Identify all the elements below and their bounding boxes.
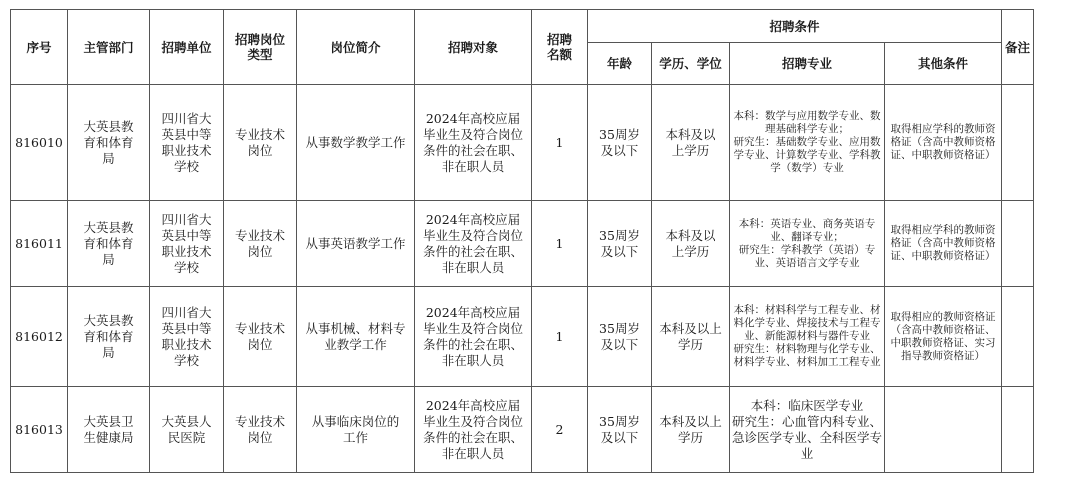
cell-target: 2024年高校应届毕业生及符合岗位条件的社会在职、非在职人员 [415, 201, 532, 287]
header-remark: 备注 [1002, 10, 1034, 85]
header-seq: 序号 [11, 10, 68, 85]
cell-target: 2024年高校应届毕业生及符合岗位条件的社会在职、非在职人员 [415, 387, 532, 473]
table-row [11, 387, 1034, 473]
cell-dept: 大英县教育和体育局 [68, 201, 150, 287]
header-major: 招聘专业 [730, 43, 885, 85]
cell-unit: 大英县人民医院 [150, 387, 224, 473]
cell-age: 35周岁及以下 [588, 85, 652, 201]
cell-other [885, 387, 1002, 473]
cell-post-type: 专业技术岗位 [224, 201, 297, 287]
cell-seq: 816012 [11, 287, 68, 387]
cell-intro: 从事英语教学工作 [297, 201, 415, 287]
cell-post-type: 专业技术岗位 [224, 85, 297, 201]
cell-quota: 1 [532, 287, 588, 387]
header-other: 其他条件 [885, 43, 1002, 85]
cell-dept: 大英县卫生健康局 [68, 387, 150, 473]
table-row [11, 85, 1034, 201]
cell-target: 2024年高校应届毕业生及符合岗位条件的社会在职、非在职人员 [415, 85, 532, 201]
cell-unit: 四川省大英县中等职业技术学校 [150, 85, 224, 201]
recruitment-table [10, 9, 1034, 473]
table-row [11, 201, 1034, 287]
header-quota: 招聘名额 [532, 10, 588, 85]
cell-seq: 816011 [11, 201, 68, 287]
header-row-1 [11, 10, 1034, 43]
cell-major: 本科：数学与应用数学专业、数理基础科学专业； 研究生：基础数学专业、应用数学专业、计算数学专业、学科教学（数学）专业 [730, 85, 885, 201]
header-edu: 学历、学位 [652, 43, 730, 85]
header-intro: 岗位简介 [297, 10, 415, 85]
cell-edu: 本科及以上学历 [652, 85, 730, 201]
header-age: 年龄 [588, 43, 652, 85]
cell-major: 本科：临床医学专业 研究生：心血管内科专业、急诊医学专业、全科医学专业 [730, 387, 885, 473]
cell-remark [1002, 201, 1034, 287]
cell-dept: 大英县教育和体育局 [68, 287, 150, 387]
header-target: 招聘对象 [415, 10, 532, 85]
cell-dept: 大英县教育和体育局 [68, 85, 150, 201]
cell-unit: 四川省大英县中等职业技术学校 [150, 287, 224, 387]
cell-remark [1002, 387, 1034, 473]
header-post-type: 招聘岗位类型 [224, 10, 297, 85]
cell-quota: 2 [532, 387, 588, 473]
cell-quota: 1 [532, 201, 588, 287]
cell-target: 2024年高校应届毕业生及符合岗位条件的社会在职、非在职人员 [415, 287, 532, 387]
cell-intro: 从事机械、材料专业教学工作 [297, 287, 415, 387]
cell-age: 35周岁及以下 [588, 387, 652, 473]
cell-intro: 从事临床岗位的工作 [297, 387, 415, 473]
cell-post-type: 专业技术岗位 [224, 287, 297, 387]
cell-seq: 816013 [11, 387, 68, 473]
cell-edu: 本科及以上学历 [652, 201, 730, 287]
cell-other: 取得相应学科的教师资格证（含高中教师资格证、中职教师资格证） [885, 85, 1002, 201]
cell-age: 35周岁及以下 [588, 287, 652, 387]
cell-age: 35周岁及以下 [588, 201, 652, 287]
header-dept: 主管部门 [68, 10, 150, 85]
header-conditions: 招聘条件 [588, 10, 1002, 43]
cell-major: 本科：材料科学与工程专业、材料化学专业、焊接技术与工程专业、新能源材料与器件专业 研究生：材料物理与化学专业、材料学专业、材料加工工程专业 [730, 287, 885, 387]
cell-remark [1002, 85, 1034, 201]
cell-edu: 本科及以上学历 [652, 387, 730, 473]
cell-remark [1002, 287, 1034, 387]
cell-unit: 四川省大英县中等职业技术学校 [150, 201, 224, 287]
cell-post-type: 专业技术岗位 [224, 387, 297, 473]
recruitment-table-container [10, 9, 1034, 473]
cell-major: 本科：英语专业、商务英语专业、翻译专业； 研究生：学科教学（英语）专业、英语语言文学专业 [730, 201, 885, 287]
cell-intro: 从事数学教学工作 [297, 85, 415, 201]
header-unit: 招聘单位 [150, 10, 224, 85]
cell-edu: 本科及以上学历 [652, 287, 730, 387]
table-row [11, 287, 1034, 387]
cell-seq: 816010 [11, 85, 68, 201]
cell-quota: 1 [532, 85, 588, 201]
cell-other: 取得相应的教师资格证（含高中教师资格证、中职教师资格证、实习指导教师资格证） [885, 287, 1002, 387]
cell-other: 取得相应学科的教师资格证（含高中教师资格证、中职教师资格证） [885, 201, 1002, 287]
